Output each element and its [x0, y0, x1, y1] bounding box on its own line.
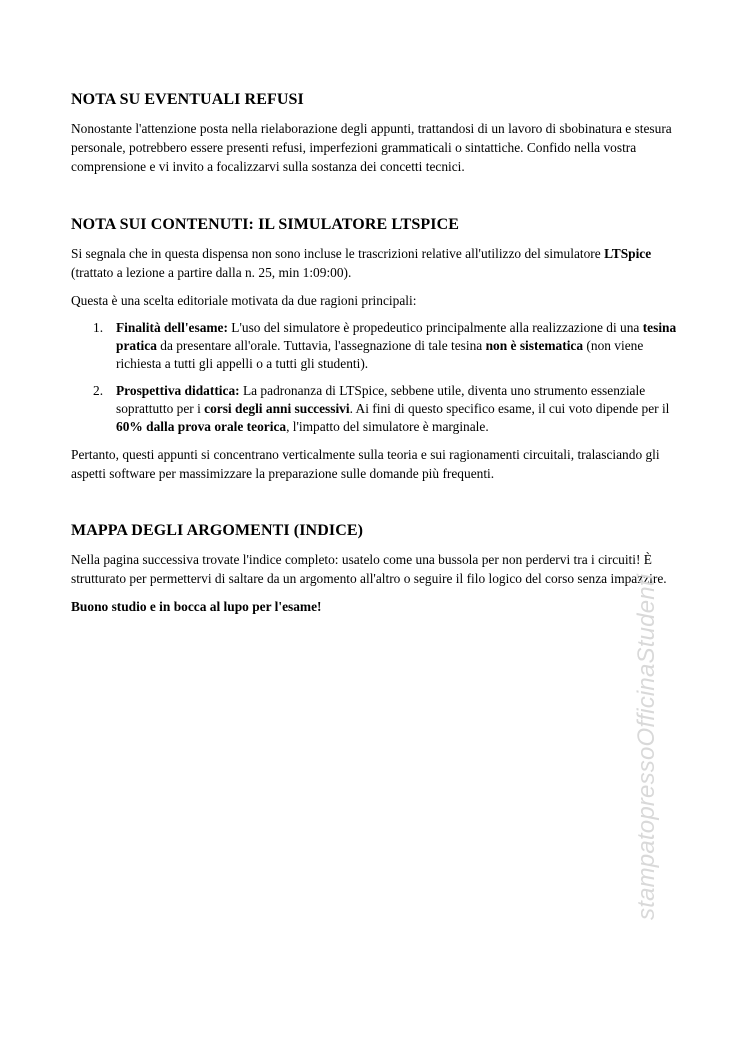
- section-ltspice: [71, 215, 677, 483]
- intro-text-a: Si segnala che in questa dispensa non sono incluse le trascrizioni relative all'utilizzo del simulatore: [71, 246, 605, 261]
- list-item: [71, 382, 677, 436]
- paragraph-ltspice-conclusion: Pertanto, questi appunti si concentrano verticalmente sulla teoria e sui ragionamenti circuitali, tralasciando gli aspetti software per massimizzare la preparazione sulle domande più frequenti.: [71, 447, 660, 481]
- list-item-label: Finalità dell'esame:: [116, 320, 228, 335]
- list-item-text: (non viene richiesta a tutti gli appelli o a tutti gli studenti).: [116, 338, 644, 371]
- paragraph-reasons-intro: Questa è una scelta editoriale motivata da due ragioni principali:: [71, 293, 417, 308]
- list-item: [71, 319, 677, 373]
- list-item-bold: 60% dalla prova orale teorica: [116, 419, 287, 434]
- list-item-bold: tesina pratica: [116, 320, 677, 353]
- intro-text-b: (trattato a lezione a partire dalla n. 25, min 1:09:00).: [71, 265, 352, 280]
- section-refusi: [71, 90, 677, 176]
- paragraph-refusi: Nonostante l'attenzione posta nella rielaborazione degli appunti, trattandosi di un lavoro di sbobinatura e stesura personale, potrebbero essere presenti refusi, imperfezioni grammaticali o sintattiche. Confido nella vostra comprensione e vi invito a focalizzarvi sulla sostanza dei concetti tecnici.: [71, 121, 672, 174]
- reasons-list: [71, 319, 677, 436]
- list-item-text: , l'impatto del simulatore è marginale.: [286, 419, 489, 434]
- section-title-indice: MAPPA DEGLI ARGOMENTI (INDICE): [71, 522, 364, 539]
- list-item-bold: non è sistematica: [485, 338, 584, 353]
- list-item-text: da presentare all'orale. Tuttavia, l'assegnazione di tale tesina: [156, 338, 486, 353]
- closing-line: [71, 597, 677, 616]
- document-page: [71, 90, 677, 625]
- list-item-bold: corsi degli anni successivi: [204, 401, 350, 416]
- intro-bold-ltspice: LTSpice: [604, 246, 652, 261]
- watermark-text: stampatopressoOfficinaStudenti: [633, 573, 660, 920]
- list-item-label: Prospettiva didattica:: [116, 383, 240, 398]
- paragraph-indice: Nella pagina successiva trovate l'indice completo: usatelo come una bussola per non perdervi tra i circuiti! È strutturato per permettervi di saltare da un argomento all'altro o seguire il filo logico del corso senza impazzire.: [71, 552, 667, 586]
- section-indice: [71, 521, 677, 616]
- list-item-text: . Ai fini di questo specifico esame, il cui voto dipende per il: [349, 401, 670, 416]
- list-item-number: 1.: [93, 320, 104, 335]
- list-item-text: L'uso del simulatore è propedeutico principalmente alla realizzazione di una: [227, 320, 643, 335]
- section-title-ltspice: NOTA SUI CONTENUTI: IL SIMULATORE LTSPICE: [71, 216, 460, 233]
- list-item-number: 2.: [93, 383, 104, 398]
- list-item-text: La padronanza di LTSpice, sebbene utile, diventa uno strumento essenziale soprattutto per i: [116, 383, 646, 416]
- paragraph-ltspice-intro: [71, 244, 677, 282]
- section-title-refusi: NOTA SU EVENTUALI REFUSI: [71, 91, 304, 108]
- closing-bold: Buono studio e in bocca al lupo per l'esame!: [71, 599, 322, 614]
